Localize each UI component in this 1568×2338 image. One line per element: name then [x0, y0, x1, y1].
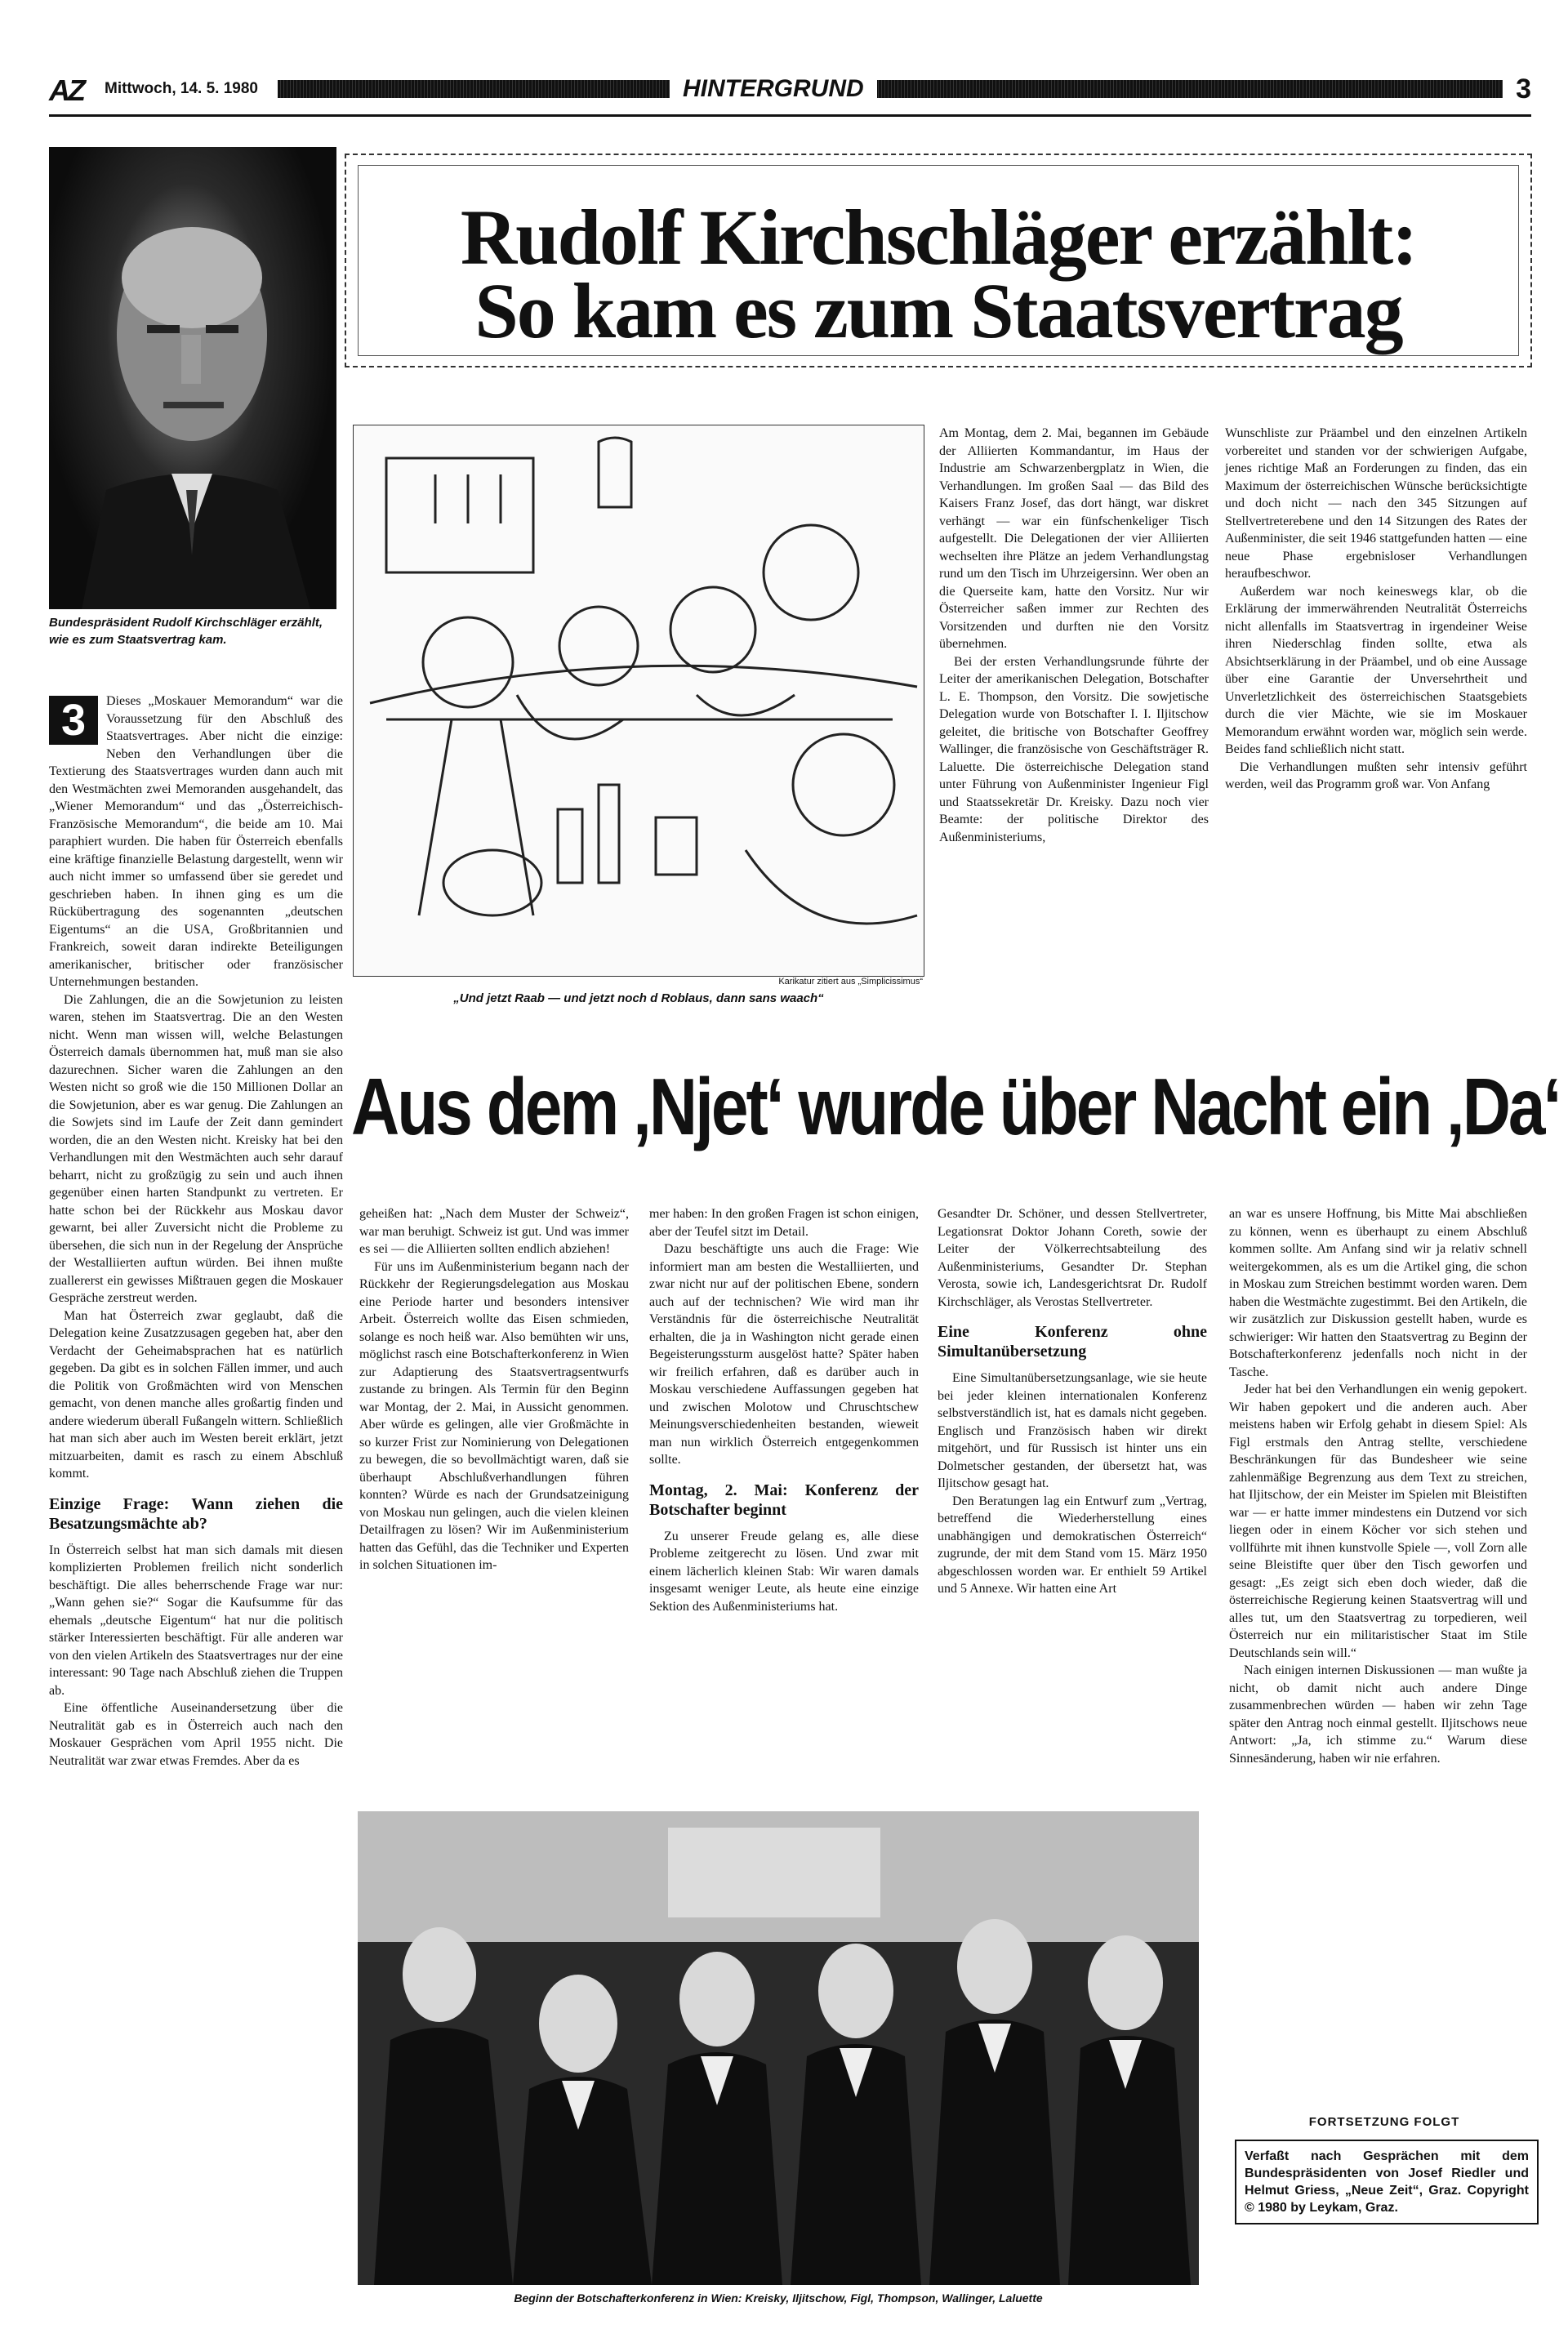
section-title: HINTERGRUND — [670, 75, 877, 103]
main-subtitle: So kam es zum Staatsvertrag — [474, 267, 1402, 354]
cartoon-credit: Karikatur zitiert aus „Simplicissimus“ — [778, 977, 923, 986]
cartoon-caption: „Und jetzt Raab — und jetzt noch d Roblaus, dann sans waach“ — [453, 991, 824, 1005]
paragraph: geheißen hat: „Nach dem Muster der Schweiz“, war man beruhigt. Schweiz ist gut. Und was immer es sei — die Alliierten sollten endlich abziehen! — [359, 1207, 629, 1256]
article-column-3 — [649, 1205, 919, 1615]
portrait-caption: Bundespräsident Rudolf Kirchschläger erzählt, wie es zum Staatsvertrag kam. — [49, 616, 323, 647]
credits-box: Verfaßt nach Gesprächen mit dem Bundespräsidenten von Josef Riedler und Helmut Griess, „Neue Zeit“, Graz. Copyright © 1980 by Leykam, Graz. — [1235, 2140, 1539, 2224]
header-rule — [49, 114, 1531, 117]
title-box — [345, 154, 1532, 367]
conference-photo — [358, 1811, 1199, 2285]
paragraph: Die Zahlungen, die an die Sowjetunion zu leisten waren, stehen im Staatsvertrag. Die an den Westen nicht. Wenn man wissen will, welche Belastungen Österreich damals übernommen hat, muß man sie also dazurechnen. Sicher waren die Zahlungen an den Westen nicht so groß wie die 150 Millionen Dollar an die Sowjetunion, aber es war genug. Die Zahlungen an die Sowjets sind im Laufe der Zeit dann gemindert worden, die an den Westen nicht. Kreisky hat bei den Verhandlungen mit den Westmächten auch sehr darauf beharrt, nicht zu großzügig zu sein und auch ihnen gegenüber einen harten Standpunkt zu vertreten. Er hatte schon bei der Rückkehr aus Moskau davor gewarnt, bei aller Zuversicht nicht die Probleme zu übersehen, die sich nun in der Regelung der Ansprüche der Westalliierten auftun würden. Bei ihnen mußte zuallererst ein gewisses Mißtrauen gegen die Moskauer Gespräche zerstreut werden. — [49, 992, 343, 1305]
paragraph: Am Montag, dem 2. Mai, begannen im Gebäude der Alliierten Kommandantur, im Haus der Industrie am Schwarzenbergplatz in Wien, die Verhandlungen. Im großen Saal — das Bild des Kaisers Franz Josef, das dort hängt, war diskret verhängt — war ein fünfschenkeliger Tisch aufgestellt. Die Delegationen der vier Alliierten wechselten ihre Plätze an jedem Verhandlungstag rund um den Tisch im Uhrzeigersinn. Wer oben an die Querseite kam, hatte den Vorsitz. Nur wir Österreicher saßen immer zur Rechten des Vorsitzenden und durften nie den Vorsitz übernehmen. — [939, 426, 1209, 651]
article-column-3-top — [939, 425, 1209, 846]
portrait-photo — [49, 147, 336, 609]
paragraph: mer haben: In den großen Fragen ist schon einigen, aber der Teufel sitzt im Detail. — [649, 1207, 919, 1239]
article-column-4-top — [1225, 425, 1527, 794]
newspaper-logo: AZ — [49, 73, 83, 107]
paragraph: an war es unsere Hoffnung, bis Mitte Mai abschließen zu können, wenn es überhaupt zu einem Abschluß kommen sollte. Am Anfang sind wir ja relativ schnell weitergekommen, als es um die Artikel ging, die schon in Moskau zum Streichen bestimmt worden waren. Dem haben die Westmächte zugestimmt. Bei den Artikeln, die wir zusätzlich zur Diskussion gestellt haben, wurde es schwieriger: Wir hatten den Staatsvertrag zu Beginn der Botschafterkonferenz jedenfalls noch nicht in der Tasche. — [1229, 1207, 1527, 1379]
paragraph: Dazu beschäftigte uns auch die Frage: Wie informiert man am besten die Westalliierten, und zwar nicht nur auf der politischen Ebene, sondern auch auf der technischen? Wie wird man ihr Verständnis für die österreichische Neutralität erhalten, die ja in Washington nicht gerade einen Begeisterungssturm ausgelöst hatte? Später haben wir freilich erfahren, daß es darüber auch in Moskau verschiedene Auffassungen gegeben hat und zwischen Molotow und Chruschtschew Meinungsverschiedenheiten bestanden, wieweit man nun wirklich Österreich entgegenkommen sollte. — [649, 1242, 919, 1467]
article-column-5 — [1229, 1205, 1527, 1767]
page-header — [49, 73, 1531, 106]
article-column-2 — [359, 1205, 629, 1574]
paragraph: Eine öffentliche Auseinandersetzung über die Neutralität gab es in Österreich auch nach den Moskauer Gesprächen vom April 1955 nicht. Die Neutralität war zwar etwas Fremdes. Aber da es — [49, 1701, 343, 1768]
paragraph: Die Verhandlungen mußten sehr intensiv geführt werden, weil das Programm groß war. Von Anfang — [1225, 759, 1527, 791]
paragraph: Gesandter Dr. Schöner, und dessen Stellvertreter, Legationsrat Doktor Johann Coreth, sowie der Leiter der Völkerrechtsabteilung des Außenministeriums, Gesandter Dr. Stephan Verosta, sowie ich, Landesgerichtsrat Dr. Rudolf Kirchschläger, als Verostas Stellvertreter. — [938, 1207, 1207, 1309]
subheading: Eine Konferenz ohne Simultanübersetzung — [938, 1323, 1207, 1360]
paragraph: Eine Simultanübersetzungsanlage, wie sie heute bei jeder kleinen internationalen Konferenz selbstverständlich ist, hat es damals nicht gegeben. Englisch und Französisch haben wir direkt mitgehört, und für Russisch ist hinter uns ein Dolmetscher gestanden, der übersetzt hat, was Iljitschow gesagt hat. — [938, 1371, 1207, 1490]
paragraph: Zu unserer Freude gelang es, alle diese Probleme zeitgerecht zu lösen. Und zwar mit einem lächerlich kleinen Stab: Wir waren damals insgesamt weniger Leute, als heute eine einzige Sektion des Außenministeriums hat. — [649, 1529, 919, 1614]
paragraph: Bei der ersten Verhandlungsrunde führte der Leiter der amerikanischen Delegation, Botschafter L. E. Thompson, den Vorsitz. Die sowjetische Delegation wurde von Botschafter I. I. Iljitschow geleitet, die britische von Botschafter Geoffrey Wallinger, die französische von Geschäftsträger R. Laluette. Die österreichische Delegation stand unter Führung von Außenminister Ingenieur Figl und Staatssekretär Dr. Kreisky. Dazu noch vier Beamte: der politische Direktor des Außenministeriums, — [939, 654, 1209, 844]
page-number: 3 — [1516, 73, 1531, 105]
issue-date: Mittwoch, 14. 5. 1980 — [105, 80, 258, 97]
paragraph: In Österreich selbst hat man sich damals mit diesen komplizierten Problemen freilich nicht sonderlich beschäftigt. Die alles beherrschende Frage war nur: „Wann gehen sie?“ Sogar die Kaufsumme für das ehemals „deutsche Eigentum“ hat nur die politisch stärker Interessierten beschäftigt. Für alle anderen war von den vielen Artikeln des Staatsvertrages nur der eine interessant: 90 Tage nach Abschluß ziehen die Truppen ab. — [49, 1543, 343, 1698]
cartoon-illustration — [353, 425, 924, 977]
paragraph: Den Beratungen lag ein Entwurf zum „Vertrag, betreffend die Wiederherstellung eines unabhängigen und demokratischen Österreich“ zugrunde, der mit dem Stand vom 15. März 1950 abgeschlossen worden war. Er enthielt 59 Artikel und 5 Annexe. Wir hatten eine Art — [938, 1494, 1207, 1596]
paragraph: Nach einigen internen Diskussionen — man wußte ja nicht, ob damit nicht auch andere Dinge zusammenbrechen würden — haben wir zehn Tage später den Antrag noch einmal gestellt. Iljitschows neue Antwort: „Ja, ich stimme zu.“ Warum diese Sinnesänderung, haben wir nie erfahren. — [1229, 1663, 1527, 1766]
title-frame — [358, 165, 1519, 356]
paragraph: Man hat Österreich zwar geglaubt, daß die Delegation keine Zusatzzusagen gegeben hat, aber den Verdacht der Geheimabsprachen hat es natürlich gegeben. Da gibt es in solchen Fällen immer, und auch die Politik von Großmächten wird von Menschen gemacht, von denen manche alles großartig finden und andere wiederum überall Fußangeln wittern. Schließlich hat man sich aber auch im Westen bereit erklärt, jetzt mitzuarbeiten, damit es rasch zu einem Abschluß kommt. — [49, 1308, 343, 1481]
paragraph: Dieses „Moskauer Memorandum“ war die Voraussetzung für den Abschluß des Staatsvertrages. Aber nicht die einzige: Neben den Verhandlungen über die Textierung des Staatsvertrages wurden dann auch mit den Westmächten zwei Memoranden ausgehandelt, das „Wiener Memorandum“ und das „Österreichisch-Französische Memorandum“, die beide am 10. Mai paraphiert wurden. Die haben für Österreich ebenfalls eine kräftige finanzielle Belastung dargestellt, wenn wir auch nicht immer so umfassend über sie geredet und geschrieben haben. In ihnen ging es um die Rückübertragung des sogenannten „deutschen Eigentums“ an die USA, Großbritannien und Frankreich, soweit daran indirekte Beteiligungen amerikanischer, britischer oder französischer Unternehmungen bestanden. — [49, 694, 343, 989]
subheading: Einzige Frage: Wann ziehen die Besatzungsmächte ab? — [49, 1494, 343, 1533]
article-column-4 — [938, 1205, 1207, 1598]
paragraph: Wunschliste zur Präambel und den einzelnen Artikeln vorbereitet und standen vor der schwierigen Aufgabe, jenes richtige Maß an Forderungen zu finden, das ein Maximum der österreichischen Wünsche berücksichtigte und doch nicht — nach den 345 Sitzungen auf Stellvertreterebene und den 14 Sitzungen des Rates der Außenminister, die seit 1946 stattgefunden hatten — eine neue Phase ergebnisloser Verhandlungen heraufbeschwor. — [1225, 426, 1527, 581]
paragraph: Für uns im Außenministerium begann nach der Rückkehr der Regierungsdelegation aus Moskau eine Periode harter und besonders intensiver Arbeit. Österreich wollte das Eisen schmieden, solange es noch heiß war. Also bemühten wir uns, möglichst rasch eine Botschafterkonferenz in Wien zur Adaptierung des Staatsvertragsentwurfs zustande zu bringen. Als Termin für den Beginn war Montag, der 2. Mai, in Aussicht genommen. Aber würde es gelingen, alle vier Großmächte in so kurzer Frist zur Nominierung von Delegationen zu bewegen, die so bevollmächtigt waren, daß sie überhaupt Abschlußverhandlungen führen konnten? Würde es nach der Grundsatzeinigung von Moskau nun gelingen, auch die vielen kleinen Detailfragen zu lösen? Wir im Außenministerium hatten das Gefühl, das die Techniker und Experten in solchen Situationen im- — [359, 1259, 629, 1572]
header-bar — [278, 80, 1503, 98]
continuation-note: FORTSETZUNG FOLGT — [1308, 2115, 1460, 2129]
photo-caption: Beginn der Botschafterkonferenz in Wien: Kreisky, Iljitschow, Figl, Thompson, Wallinger, Laluette — [514, 2291, 1043, 2305]
subheading: Montag, 2. Mai: Konferenz der Botschafter beginnt — [649, 1481, 919, 1519]
paragraph: Außerdem war noch keineswegs klar, ob die Erklärung der immerwährenden Neutralität Österreichs nicht allenfalls im Staatsvertrag in irgendeiner Weise ihren Niederschlag finden sollte, etwa als Absichtserklärung in der Präambel, und ob eine Aussage über eine Garantie der Unversehrtheit und Unverletzlichkeit des österreichischen Staatsgebiets durch die vier Mächte, wie sie im Moskauer Memorandum erwähnt worden war, möglich sein werde. Beides fand schließlich nicht statt. — [1225, 584, 1527, 756]
section-headline: Aus dem ‚Njet‘ wurde über Nacht ein ‚Da‘ — [351, 1062, 1560, 1152]
article-column-1 — [49, 692, 343, 1770]
part-number-badge: 3 — [49, 696, 98, 745]
main-title: Rudolf Kirchschläger erzählt: — [460, 194, 1417, 281]
paragraph: Jeder hat bei den Verhandlungen ein wenig gepokert. Wir haben gepokert und die anderen auch. Aber meistens haben wir Erfolg gehabt in diesem Spiel: Als Figl erstmals den Antrag stellte, verschiedene Beschränkungen für das Bundesheer wie seine zahlenmäßige Begrenzung aus dem Text zu streichen, hat Iljitschow, der ein Meister im Spielen mit Bleistiften war — er hatte immer mindestens ein Dutzend vor sich liegen oder in einem Köcher vor sich stehen und vollführte mit ihnen kunstvolle Spiele —, voll Zorn alle seine Bleistifte quer über den Tisch geworfen und gesagt: „Es zeigt sich eben doch wieder, daß die österreichische Regierung keinen Staatsvertrag will und alles tut, um den Staatsvertrag zu torpedieren, weil Österreich nur ein militaristischer Staat im Stile Deutschlands sein will.“ — [1229, 1383, 1527, 1660]
